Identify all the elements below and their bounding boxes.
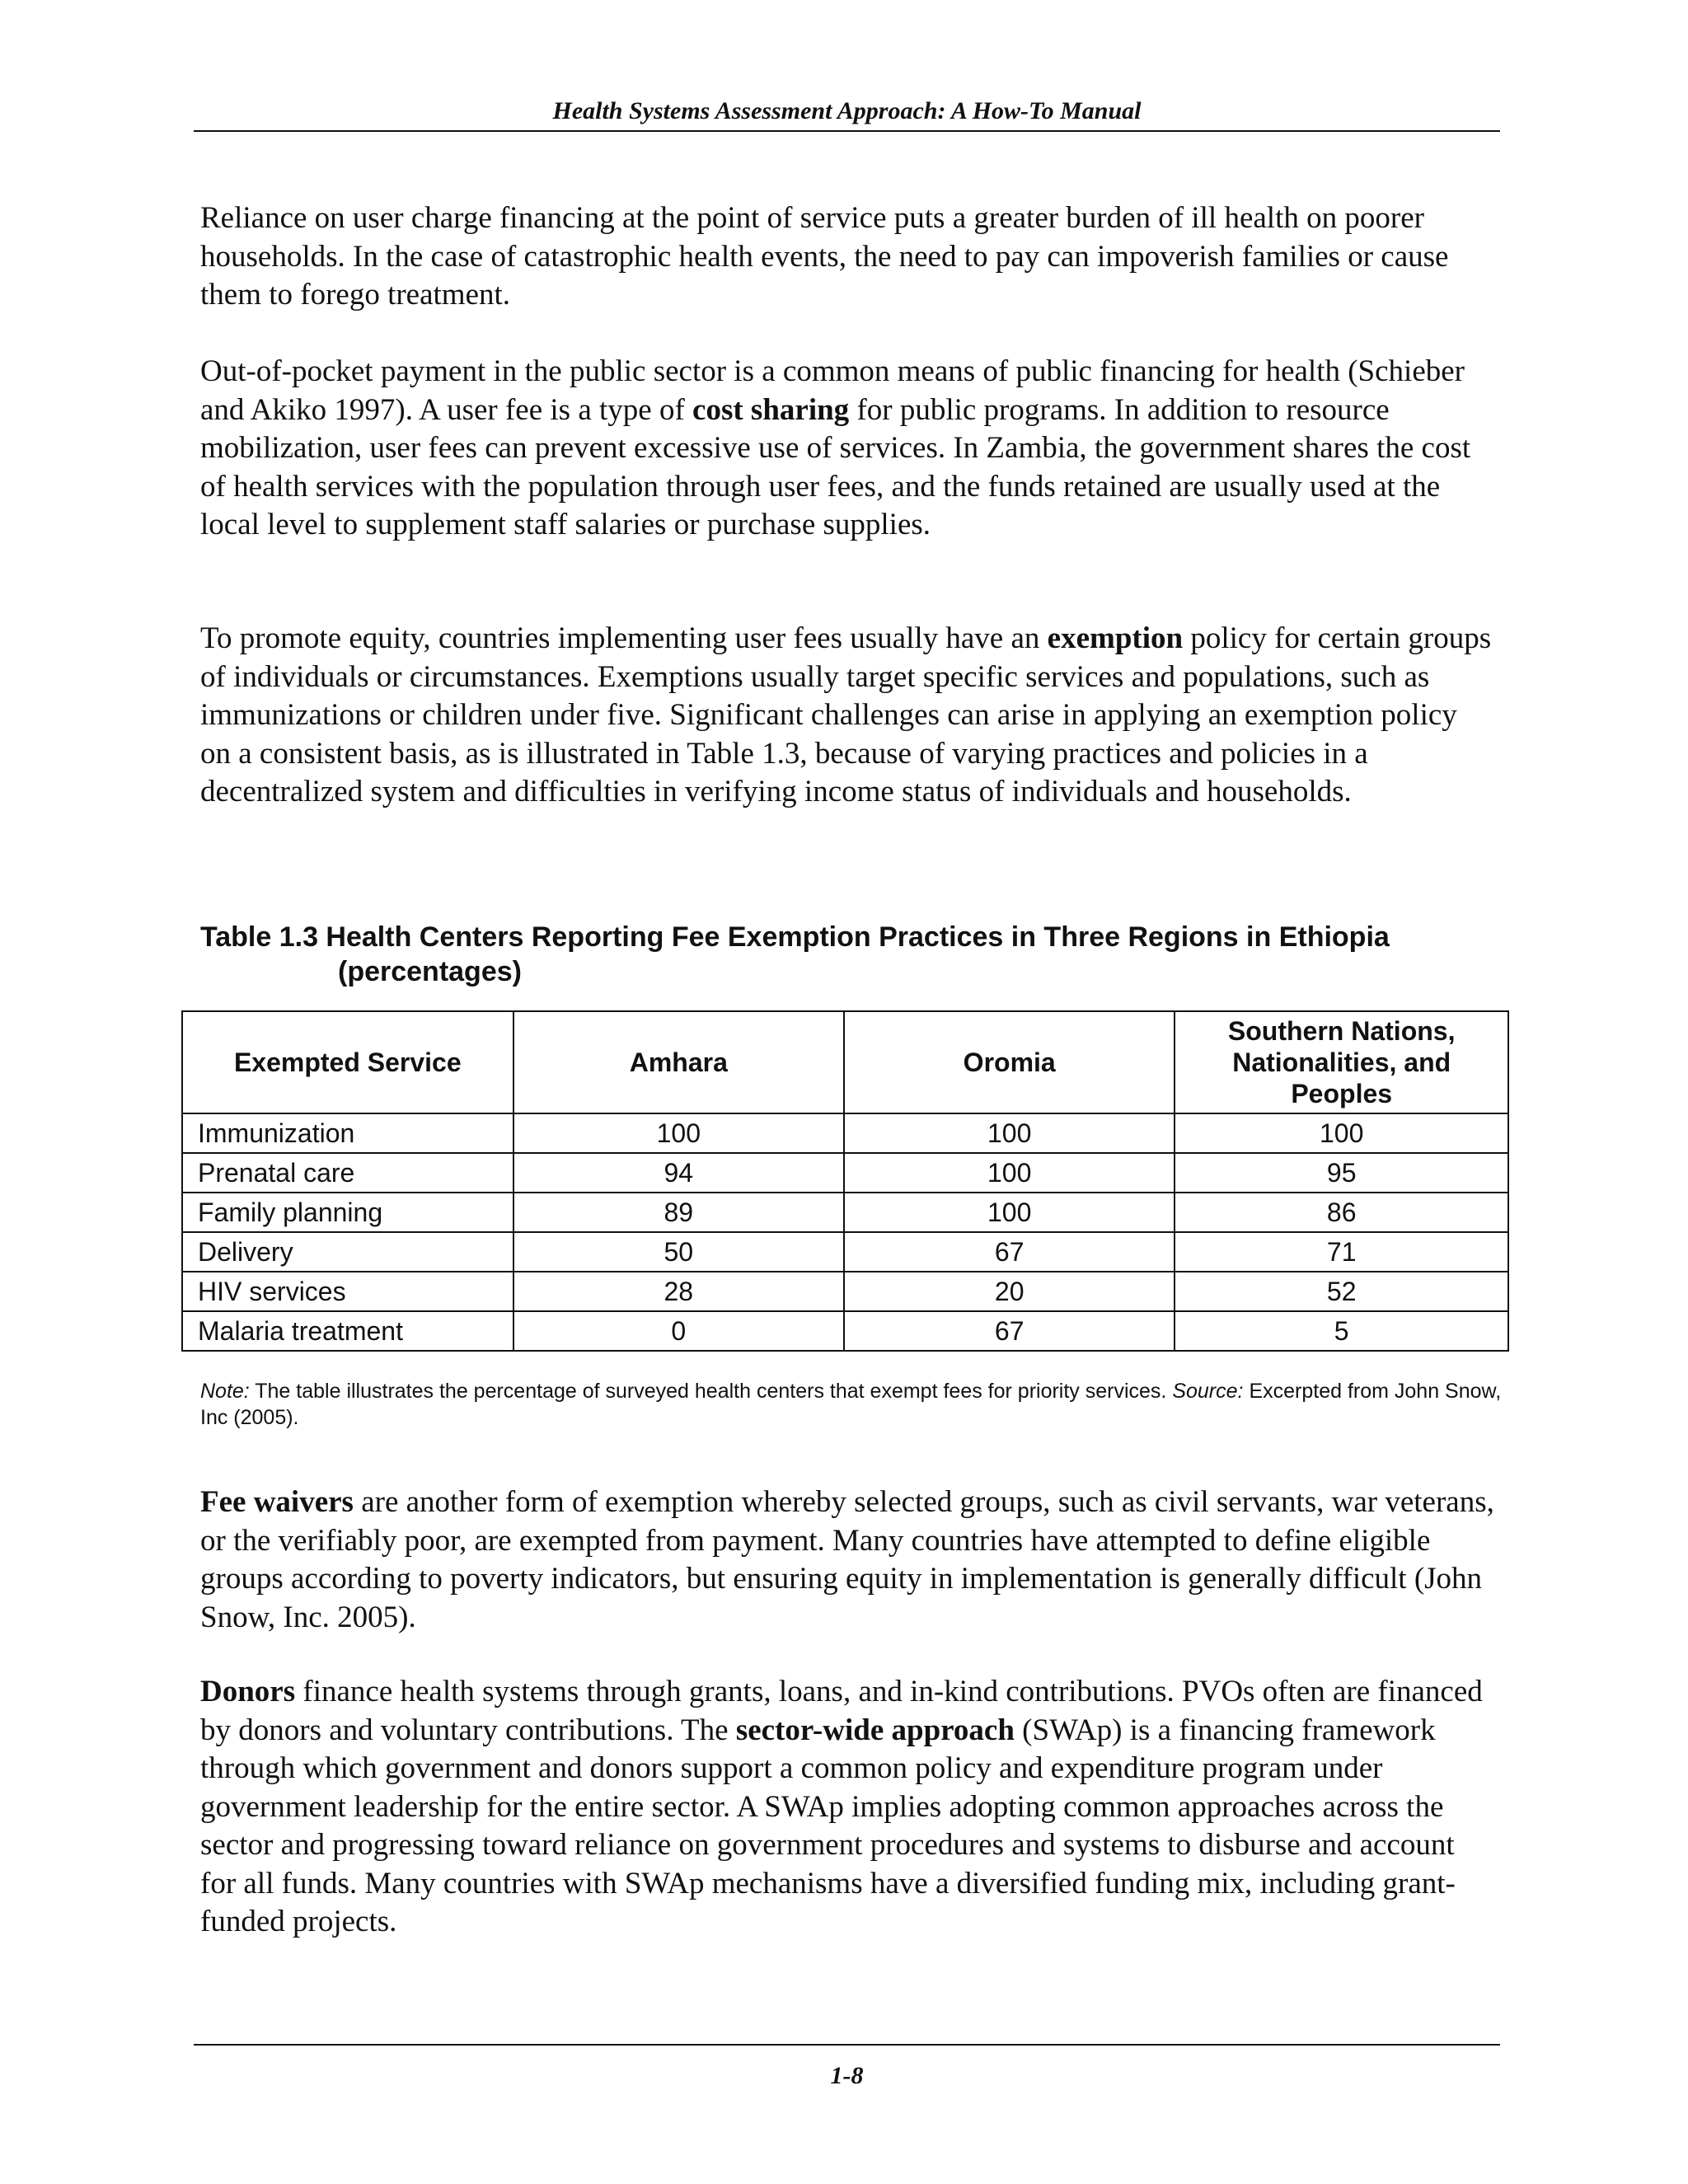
text-span: Out-of-pocket payment in the public sector is a common means of public financing for health (Schieber and Akiko 1997). A user fee is a type of	[200, 354, 1465, 427]
paragraph-donors	[200, 1673, 1494, 1942]
text-span: finance health systems through grants, loans, and in-kind contributions. PVOs often are financed by donors and voluntary contributions. The	[200, 1675, 1483, 1747]
term-donors: Donors	[200, 1675, 296, 1708]
table-cell: 50	[513, 1232, 844, 1272]
text-span: To promote equity, countries implementing user fees usually have an	[200, 621, 1048, 655]
table-cell: Malaria treatment	[182, 1311, 513, 1351]
paragraph-text: Reliance on user charge financing at the point of service puts a greater burden of ill health on poorer households. In the case of catastrophic health events, the need to pay can impoverish families or cause them to forego treatment.	[200, 201, 1449, 312]
table-cell: 100	[844, 1153, 1175, 1193]
column-header: Amhara	[513, 1011, 844, 1113]
running-header: Health Systems Assessment Approach: A How-To Manual	[194, 97, 1500, 132]
text-span: (SWAp) is a financing framework through which government and donors support a common policy and expenditure program under government leadership for the entire sector. A SWAp implies adopting common approaches across the sector and progressing toward reliance on government procedures and systems to disburse and account for all funds. Many countries with SWAp mechanisms have a diversified funding mix, including grant-funded projects.	[200, 1713, 1456, 1938]
table-cell: 100	[513, 1113, 844, 1153]
text-span: are another form of exemption whereby selected groups, such as civil servants, war veterans, or the verifiably poor, are exempted from payment. Many countries have attempted to define eligible groups according to poverty indicators, but ensuring equity in implementation is generally difficult (John Snow, Inc. 2005).	[200, 1485, 1494, 1634]
term-swap: sector-wide approach	[735, 1713, 1015, 1747]
paragraph-user-charges	[200, 199, 1494, 315]
table-row	[182, 1311, 1508, 1351]
table-caption	[200, 920, 1519, 989]
source-text: Excerpted from John Snow, Inc (2005).	[200, 1380, 1502, 1429]
table-row	[182, 1153, 1508, 1193]
table-cell: Immunization	[182, 1113, 513, 1153]
table-cell: 86	[1175, 1193, 1508, 1232]
paragraph-fee-waivers	[200, 1483, 1494, 1637]
table-cell: 94	[513, 1153, 844, 1193]
table-cell: 5	[1175, 1311, 1508, 1351]
table-cell: 0	[513, 1311, 844, 1351]
table-row	[182, 1232, 1508, 1272]
paragraph-text	[200, 1483, 1494, 1637]
term-cost-sharing: cost sharing	[692, 392, 850, 427]
table-cell: 100	[1175, 1113, 1508, 1153]
paragraph-text	[200, 620, 1494, 812]
table-cell: 89	[513, 1193, 844, 1232]
paragraph-text	[200, 1673, 1494, 1942]
column-header: Oromia	[844, 1011, 1175, 1113]
table-cell: HIV services	[182, 1272, 513, 1311]
page-number: 1-8	[194, 2044, 1500, 2090]
note-text: The table illustrates the percentage of surveyed health centers that exempt fees for priority services.	[249, 1380, 1173, 1403]
text-span: for public programs. In addition to resource mobilization, user fees can prevent excessive use of services. In Zambia, the government shares the cost of health services with the population through user fees, and the funds retained are usually used at the local level to supplement staff salaries or purchase supplies.	[200, 392, 1471, 541]
table-cell: 100	[844, 1113, 1175, 1153]
paragraph-text	[200, 353, 1494, 545]
column-header: Southern Nations, Nationalities, and Peoples	[1175, 1011, 1508, 1113]
term-fee-waivers: Fee waivers	[200, 1485, 354, 1519]
table-cell: 71	[1175, 1232, 1508, 1272]
table-cell: 67	[844, 1311, 1175, 1351]
table-caption-units: (percentages)	[338, 956, 522, 987]
table-cell: Prenatal care	[182, 1153, 513, 1193]
table-cell: 20	[844, 1272, 1175, 1311]
note-label: Note:	[200, 1380, 250, 1403]
table-header-row	[182, 1011, 1508, 1113]
source-label: Source:	[1172, 1380, 1244, 1403]
table-cell: 95	[1175, 1153, 1508, 1193]
table-cell: Family planning	[182, 1193, 513, 1232]
paragraph-out-of-pocket	[200, 353, 1494, 545]
table-cell: 52	[1175, 1272, 1508, 1311]
table-cell: 67	[844, 1232, 1175, 1272]
table-caption-title: Table 1.3 Health Centers Reporting Fee Exemption Practices in Three Regions in Ethiopia	[200, 921, 1390, 953]
exemption-table	[181, 1010, 1509, 1352]
column-header: Exempted Service	[182, 1011, 513, 1113]
term-exemption: exemption	[1047, 621, 1184, 655]
table-row	[182, 1272, 1508, 1311]
table-cell: Delivery	[182, 1232, 513, 1272]
text-span: policy for certain groups of individuals or circumstances. Exemptions usually target specific services and populations, such as immunizations or children under five. Significant challenges can arise in applying an exemption policy on a consistent basis, as is illustrated in Table 1.3, because of varying practices and policies in a decentralized system and difficulties in verifying income status of individuals and households.	[200, 621, 1492, 808]
table-row	[182, 1193, 1508, 1232]
table-cell: 100	[844, 1193, 1175, 1232]
table-cell: 28	[513, 1272, 844, 1311]
table-row	[182, 1113, 1508, 1153]
table-note	[200, 1378, 1519, 1431]
paragraph-exemption	[200, 620, 1494, 812]
